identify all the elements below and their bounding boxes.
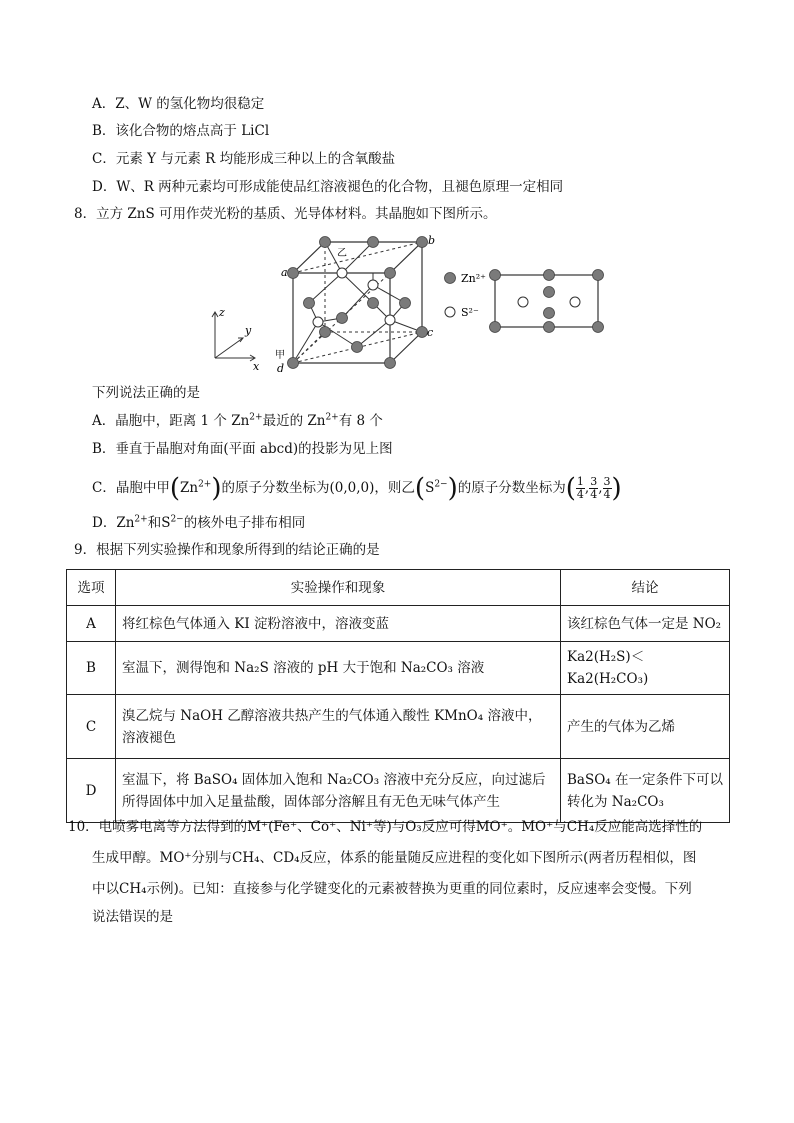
row-conclusion: 该红棕色气体一定是 NO₂ [561,606,730,642]
header-option: 选项 [67,570,116,606]
q7-option-c: C．元素 Y 与元素 R 均能形成三种以上的含氧酸盐 [92,151,396,167]
row-operation: 将红棕色气体通入 KI 淀粉溶液中，溶液变蓝 [116,606,561,642]
q9-experiment-table [66,569,730,823]
legend-s-label: S²⁻ [461,306,479,319]
label-yi: 乙 [337,248,347,259]
q10-line-4: 说法错误的是 [92,909,173,925]
row-option: C [67,695,116,759]
q8-prompt: 下列说法正确的是 [92,385,200,401]
zns-unit-cell-figure [205,230,625,375]
label-b: b [428,234,436,247]
q7-option-a: A．Z、W 的氢化物均很稳定 [92,96,265,112]
q8-option-b: B．垂直于晶胞对角面(平面 abcd)的投影为见上图 [92,441,393,457]
row-conclusion: Ka2(H₂S)＜Ka2(H₂CO₃) [561,642,730,695]
table-row [67,759,730,823]
label-c: c [427,326,434,339]
row-operation: 室温下，测得饱和 Na₂S 溶液的 pH 大于饱和 Na₂CO₃ 溶液 [116,642,561,695]
q9-stem: 9．根据下列实验操作和现象所得到的结论正确的是 [74,542,380,558]
row-operation: 室温下，将 BaSO₄ 固体加入饱和 Na₂CO₃ 溶液中充分反应，向过滤后所得固体中加入足量盐酸，固体部分溶解且有无色无味气体产生 [116,759,561,823]
table-header-row [67,570,730,606]
projection-figure [490,270,604,333]
axis-y-label: y [245,324,252,337]
table-row [67,695,730,759]
axis-z-label: z [219,306,225,319]
row-option: A [67,606,116,642]
header-conclusion: 结论 [561,570,730,606]
table-row [67,642,730,695]
legend-zn-icon [445,273,456,284]
row-conclusion: 产生的气体为乙烯 [561,695,730,759]
q7-option-b: B．该化合物的熔点高于 LiCl [92,123,270,139]
legend-zn-label: Zn²⁺ [461,272,486,285]
q10-line-1: 10．电喷雾电离等方法得到的M⁺(Fe⁺、Co⁺、Ni⁺等)与O₃反应可得MO⁺。MO⁺与CH₄反应能高选择性的 [68,819,703,835]
q8-option-a: A．晶胞中，距离 1 个 $Zn^{2+}$最近的 $Zn^{2+}$有 8 个 [92,412,383,429]
table-row [67,606,730,642]
row-option: B [67,642,116,695]
q8-option-d: D．$Zn^{2+}$和$S^{2-}$的核外电子排布相同 [92,514,306,531]
row-conclusion: BaSO₄ 在一定条件下可以转化为 Na₂CO₃ [561,759,730,823]
axis-x-label: x [253,360,260,373]
q10-line-3: 中以CH₄示例)。已知：直接参与化学键变化的元素被替换为更重的同位素时，反应速率会变慢。下列 [92,881,692,897]
q7-option-d: D．W、R 两种元素均可形成能使品红溶液褪色的化合物，且褪色原理一定相同 [92,179,564,195]
label-d: d [277,362,285,375]
row-operation: 溴乙烷与 NaOH 乙醇溶液共热产生的气体通入酸性 KMnO₄ 溶液中，溶液褪色 [116,695,561,759]
q10-line-2: 生成甲醇。MO⁺分别与CH₄、CD₄反应，体系的能量随反应进程的变化如下图所示(两者历程相似，图 [92,850,697,866]
header-operation: 实验操作和现象 [116,570,561,606]
row-option: D [67,759,116,823]
label-a: a [281,266,288,279]
q8-option-c: C．晶胞中甲$(Zn^{2+})$的原子分数坐标为(0,0,0)，则乙$(S^{2-})$的原子分数坐标为( $\frac{1}{4}$ , $\frac{3}{4}$ , $\frac{3}{4}$ ) [92,473,622,504]
label-jia: 甲 [275,350,285,361]
q8-stem: 8．立方 ZnS 可用作荧光粉的基质、光导体材料。其晶胞如下图所示。 [74,206,497,222]
legend-s-icon [445,307,455,317]
